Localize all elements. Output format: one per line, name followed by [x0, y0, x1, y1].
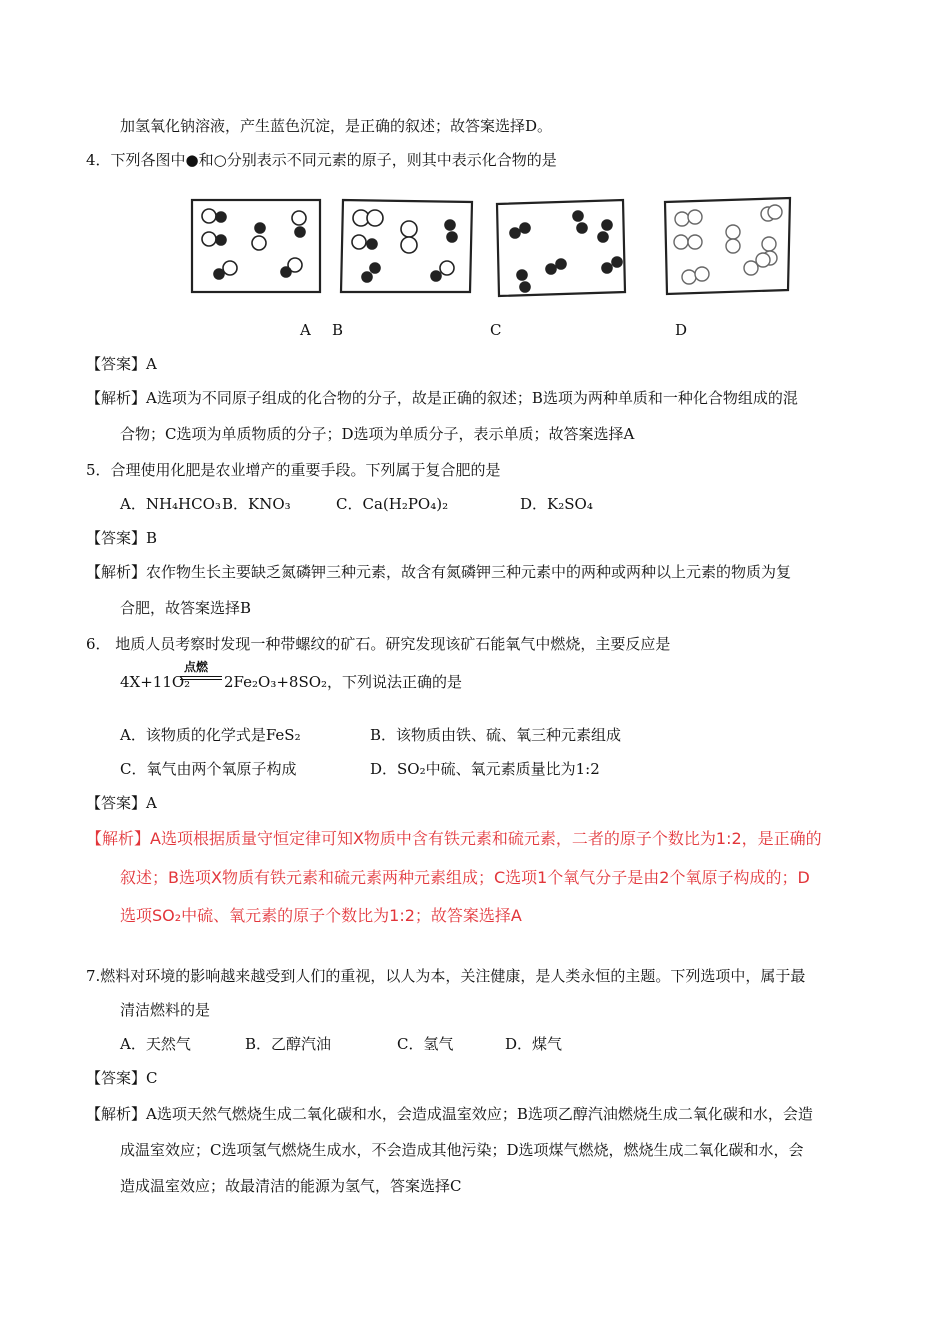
explanation-4-cont: 合物；C选项为单质物质的分子；D选项为单质分子，表示单质；故答案选择A [120, 425, 635, 443]
answer-7: 【答案】C [86, 1069, 158, 1087]
option-a: A．天然气 [120, 1035, 191, 1053]
label-d: D [675, 321, 688, 339]
option-a: A．NH₄HCO₃ [120, 495, 221, 513]
equation-left: 4X+11O₂ [120, 673, 191, 691]
explanation-7: 【解析】A选项天然气燃烧生成二氧化碳和水，会造成温室效应；B选项乙醇汽油燃烧生成二氧化碳和水，会造 [86, 1105, 813, 1123]
option-d: D．煤气 [505, 1035, 563, 1053]
text-line: 加氢氧化钠溶液，产生蓝色沉淀，是正确的叙述；故答案选择D。 [120, 117, 553, 135]
explanation-5: 【解析】农作物生长主要缺乏氮磷钾三种元素，故含有氮磷钾三种元素中的两种或两种以上元素的物质为复 [86, 563, 792, 581]
explanation-6: 【解析】A选项根据质量守恒定律可知X物质中含有铁元素和硫元素，二者的原子个数比为1:2，是正确的 [86, 829, 822, 848]
answer-4: 【答案】A [86, 355, 157, 373]
equation-right: 2Fe₂O₃+8SO₂，下列说法正确的是 [224, 673, 463, 691]
option-d: D．K₂SO₄ [520, 495, 593, 513]
explanation-5-cont: 合肥，故答案选择B [120, 599, 252, 617]
label-b: B [332, 321, 344, 339]
explanation-6-cont: 叙述；B选项X物质有铁元素和硫元素两种元素组成；C选项1个氧气分子是由2个氧原子构成的；D [120, 868, 810, 887]
label-a: A [300, 321, 311, 339]
option-c: C．氧气由两个氧原子构成 [120, 760, 297, 778]
explanation-7-cont: 成温室效应；C选项氢气燃烧生成水，不会造成其他污染；D选项煤气燃烧，燃烧生成二氧化碳和水，会 [120, 1141, 804, 1159]
option-a: A．该物质的化学式是FeS₂ [120, 726, 301, 744]
label-c: C [490, 321, 502, 339]
explanation-4: 【解析】A选项为不同原子组成的化合物的分子，故是正确的叙述；B选项为两种单质和一种化合物组成的混 [86, 389, 798, 407]
question-6: 6． 地质人员考察时发现一种带螺纹的矿石。研究发现该矿石能氧气中燃烧，主要反应是 [86, 635, 671, 653]
reaction-condition [180, 660, 226, 690]
answer-6: 【答案】A [86, 794, 157, 812]
option-c: C．氢气 [397, 1035, 454, 1053]
box-c [497, 200, 625, 296]
option-d: D．SO₂中硫、氧元素质量比为1:2 [370, 760, 600, 778]
answer-5: 【答案】B [86, 529, 158, 547]
option-b: B．KNO₃ [222, 495, 291, 513]
question-5: 5．合理使用化肥是农业增产的重要手段。下列属于复合肥的是 [86, 461, 501, 479]
condition-text: 点燃 [184, 660, 209, 674]
question-7-cont: 清洁燃料的是 [120, 1001, 211, 1019]
explanation-7-cont: 造成温室效应；故最清洁的能源为氢气，答案选择C [120, 1177, 462, 1195]
option-b: B．乙醇汽油 [245, 1035, 332, 1053]
option-c: C．Ca(H₂PO₄)₂ [336, 495, 449, 513]
question-7: 7.燃料对环境的影响越来越受到人们的重视，以人为本，关注健康，是人类永恒的主题。下列选项中，属于最 [86, 967, 806, 985]
option-b: B．该物质由铁、硫、氧三种元素组成 [370, 726, 622, 744]
question-4: 4．下列各图中●和○分别表示不同元素的原子，则其中表示化合物的是 [86, 151, 557, 169]
explanation-6-cont: 选项SO₂中硫、氧元素的原子个数比为1:2；故答案选择A [120, 906, 522, 925]
molecule-diagrams [185, 192, 795, 302]
